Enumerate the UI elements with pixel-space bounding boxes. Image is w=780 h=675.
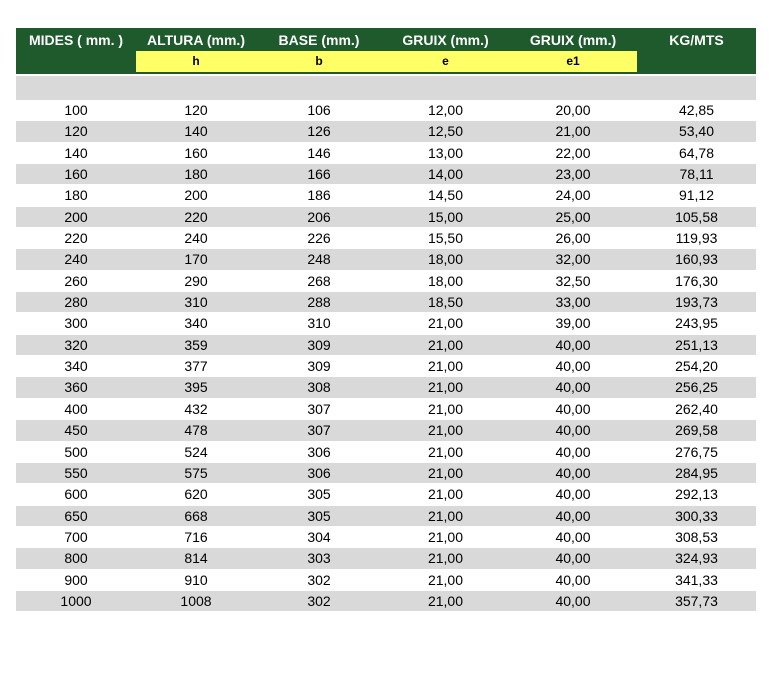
cell-gruix-e: 18,50 [427, 294, 464, 311]
cell-gruix-e1: 40,00 [555, 400, 591, 417]
cell-gruix-e1: 40,00 [555, 528, 591, 545]
cell-gruix-e1: 40,00 [555, 464, 591, 481]
cell-gruix-e: 14,00 [427, 166, 464, 183]
cell-mides: 300 [64, 315, 88, 332]
table-row [16, 143, 756, 164]
cell-base: 309 [307, 336, 331, 353]
cell-mides: 240 [64, 251, 88, 268]
cell-base: 126 [307, 123, 331, 140]
cell-base: 304 [307, 528, 331, 545]
cell-mides: 800 [64, 550, 88, 567]
cell-base: 106 [307, 102, 331, 118]
header-title: MIDES ( mm. ) [28, 32, 124, 48]
cell-base: 268 [307, 272, 331, 289]
cell-altura: 668 [184, 507, 208, 524]
cell-gruix-e: 21,00 [427, 507, 464, 524]
cell-mides: 340 [64, 358, 88, 375]
table-row [16, 313, 756, 334]
cell-gruix-e: 18,00 [427, 251, 464, 268]
cell-mides: 220 [64, 230, 88, 247]
cell-kg-mts: 292,13 [675, 486, 718, 503]
cell-kg-mts: 243,95 [675, 315, 718, 332]
cell-kg-mts: 64,78 [678, 144, 715, 161]
header-title: BASE (mm.) [278, 32, 360, 48]
cell-altura: 377 [184, 358, 208, 375]
cell-mides: 550 [64, 464, 88, 481]
cell-base: 309 [307, 358, 331, 375]
cell-gruix-e1: 39,00 [555, 315, 591, 332]
cell-kg-mts: 269,58 [675, 422, 718, 439]
cell-mides: 160 [64, 166, 88, 183]
cell-altura: 432 [184, 400, 208, 417]
table-row [16, 100, 756, 121]
cell-gruix-e1: 40,00 [555, 443, 591, 460]
header-base [256, 28, 382, 74]
cell-altura: 200 [184, 187, 208, 204]
cell-gruix-e: 21,00 [427, 315, 464, 332]
cell-kg-mts: 256,25 [675, 379, 718, 396]
cell-gruix-e1: 32,00 [555, 251, 591, 268]
header-spacer-row [16, 74, 756, 100]
table-row [16, 442, 756, 463]
cell-base: 302 [307, 592, 331, 609]
cell-gruix-e1: 21,00 [555, 123, 591, 140]
cell-gruix-e1: 25,00 [555, 208, 591, 225]
cell-kg-mts: 78,11 [679, 166, 714, 183]
header-title: GRUIX (mm.) [402, 32, 489, 48]
cell-base: 307 [307, 422, 331, 439]
cell-base: 288 [307, 294, 331, 311]
header-mides [16, 28, 136, 74]
table-row [16, 506, 756, 527]
table-row [16, 399, 756, 420]
cell-mides: 360 [64, 379, 88, 396]
cell-kg-mts: 119,93 [675, 230, 718, 247]
table-row [16, 207, 756, 228]
cell-gruix-e: 21,00 [427, 528, 464, 545]
cell-mides: 500 [64, 443, 88, 460]
cell-gruix-e1: 23,00 [555, 166, 591, 183]
cell-gruix-e: 15,50 [427, 230, 464, 247]
cell-kg-mts: 262,40 [675, 400, 718, 417]
cell-gruix-e1: 33,00 [555, 294, 591, 311]
cell-mides: 450 [64, 422, 88, 439]
cell-altura: 240 [184, 230, 208, 247]
cell-base: 306 [307, 464, 331, 481]
cell-altura: 395 [184, 379, 208, 396]
cell-mides: 100 [64, 102, 88, 118]
table-body [16, 100, 756, 612]
cell-gruix-e1: 24,00 [555, 187, 591, 204]
table-row [16, 420, 756, 441]
cell-altura: 575 [184, 464, 208, 481]
cell-gruix-e: 12,00 [427, 102, 464, 118]
cell-kg-mts: 176,30 [675, 272, 718, 289]
cell-base: 307 [307, 400, 331, 417]
cell-gruix-e: 13,00 [427, 144, 464, 161]
cell-kg-mts: 357,73 [675, 592, 718, 609]
cell-base: 248 [307, 251, 331, 268]
cell-altura: 620 [184, 486, 208, 503]
cell-base: 302 [307, 571, 331, 588]
table-header [16, 28, 756, 74]
table-row [16, 335, 756, 356]
table-row [16, 249, 756, 270]
cell-altura: 180 [184, 166, 208, 183]
cell-gruix-e: 21,00 [427, 486, 464, 503]
cell-kg-mts: 254,20 [675, 358, 718, 375]
cell-altura: 160 [184, 144, 208, 161]
cell-mides: 650 [64, 507, 88, 524]
cell-gruix-e1: 22,00 [555, 144, 591, 161]
cell-altura: 310 [184, 294, 208, 311]
cell-altura: 140 [184, 123, 208, 140]
cell-mides: 140 [64, 144, 88, 161]
cell-kg-mts: 300,33 [675, 507, 718, 524]
cell-altura: 524 [184, 443, 208, 460]
cell-altura: 478 [184, 422, 208, 439]
cell-gruix-e: 14,50 [427, 187, 464, 204]
cell-base: 310 [307, 315, 331, 332]
cell-gruix-e: 21,00 [427, 464, 464, 481]
cell-altura: 220 [184, 208, 208, 225]
cell-gruix-e: 21,00 [427, 336, 464, 353]
cell-kg-mts: 284,95 [675, 464, 718, 481]
cell-gruix-e: 18,00 [427, 272, 464, 289]
table-row [16, 185, 756, 206]
header-title: ALTURA (mm.) [147, 32, 245, 48]
cell-gruix-e: 21,00 [427, 358, 464, 375]
cell-kg-mts: 276,75 [675, 443, 718, 460]
cell-gruix-e1: 40,00 [555, 422, 591, 439]
cell-gruix-e1: 40,00 [555, 486, 591, 503]
cell-base: 186 [307, 187, 331, 204]
cell-mides: 120 [64, 123, 88, 140]
cell-gruix-e: 12,50 [427, 123, 464, 140]
cell-mides: 900 [64, 571, 88, 588]
cell-altura: 120 [184, 102, 208, 118]
header-subtitle: h [136, 51, 256, 72]
cell-altura: 340 [184, 315, 208, 332]
table-row [16, 463, 756, 484]
table-row [16, 271, 756, 292]
cell-gruix-e: 21,00 [427, 400, 464, 417]
cell-gruix-e: 21,00 [427, 443, 464, 460]
cell-kg-mts: 251,13 [675, 336, 718, 353]
table-row [16, 548, 756, 569]
cell-kg-mts: 91,12 [678, 187, 715, 204]
cell-base: 226 [307, 230, 331, 247]
cell-kg-mts: 193,73 [675, 294, 718, 311]
cell-base: 166 [307, 166, 331, 183]
cell-kg-mts: 160,93 [675, 251, 718, 268]
cell-base: 305 [307, 507, 331, 524]
header-subtitle: b [256, 51, 382, 72]
cell-altura: 359 [184, 336, 208, 353]
header-gruix-e [382, 28, 509, 74]
cell-gruix-e1: 40,00 [555, 336, 591, 353]
cell-gruix-e1: 40,00 [555, 379, 591, 396]
cell-altura: 170 [184, 251, 208, 268]
cell-gruix-e1: 20,00 [555, 102, 591, 118]
cell-kg-mts: 341,33 [675, 571, 718, 588]
cell-gruix-e: 21,00 [427, 379, 464, 396]
cell-gruix-e1: 40,00 [555, 571, 591, 588]
table-row [16, 570, 756, 591]
cell-altura: 814 [184, 550, 208, 567]
table-row [16, 591, 756, 612]
table-row [16, 228, 756, 249]
table-row [16, 527, 756, 548]
cell-gruix-e1: 40,00 [555, 592, 591, 609]
header-kg-mts [637, 28, 756, 74]
cell-base: 305 [307, 486, 331, 503]
cell-base: 303 [307, 550, 331, 567]
cell-altura: 290 [184, 272, 208, 289]
cell-gruix-e: 21,00 [427, 422, 464, 439]
table-row [16, 484, 756, 505]
header-subtitle: e1 [509, 51, 637, 72]
header-gruix-e1 [509, 28, 637, 74]
cell-gruix-e1: 40,00 [555, 358, 591, 375]
cell-base: 308 [307, 379, 331, 396]
cell-gruix-e: 15,00 [427, 208, 464, 225]
cell-mides: 180 [64, 187, 88, 204]
cell-kg-mts: 324,93 [675, 550, 718, 567]
cell-kg-mts: 42,85 [678, 102, 715, 118]
cell-mides: 600 [64, 486, 88, 503]
header-subtitle: e [382, 51, 509, 72]
table-row [16, 292, 756, 313]
cell-base: 146 [307, 144, 331, 161]
cell-altura: 910 [184, 571, 208, 588]
cell-gruix-e: 21,00 [427, 571, 464, 588]
cell-gruix-e1: 40,00 [555, 550, 591, 567]
profile-dimensions-table [16, 28, 756, 612]
cell-base: 206 [307, 208, 331, 225]
cell-kg-mts: 53,40 [678, 123, 715, 140]
cell-mides: 200 [64, 208, 88, 225]
cell-mides: 260 [64, 272, 88, 289]
cell-base: 306 [307, 443, 331, 460]
cell-kg-mts: 308,53 [675, 528, 718, 545]
table-row [16, 121, 756, 142]
cell-kg-mts: 105,58 [675, 208, 718, 225]
cell-mides: 280 [64, 294, 88, 311]
cell-mides: 400 [64, 400, 88, 417]
cell-mides: 320 [64, 336, 88, 353]
cell-mides: 1000 [60, 592, 92, 609]
cell-gruix-e: 21,00 [427, 592, 464, 609]
cell-altura: 716 [184, 528, 208, 545]
cell-gruix-e1: 26,00 [555, 230, 591, 247]
table-row [16, 356, 756, 377]
cell-gruix-e1: 32,50 [555, 272, 591, 289]
header-title: GRUIX (mm.) [529, 32, 617, 48]
cell-gruix-e: 21,00 [427, 550, 464, 567]
header-altura [136, 28, 256, 74]
header-title: KG/MTS [669, 32, 724, 48]
table-row [16, 164, 756, 185]
cell-mides: 700 [64, 528, 88, 545]
table-row [16, 377, 756, 398]
cell-altura: 1008 [180, 592, 212, 609]
cell-gruix-e1: 40,00 [555, 507, 591, 524]
